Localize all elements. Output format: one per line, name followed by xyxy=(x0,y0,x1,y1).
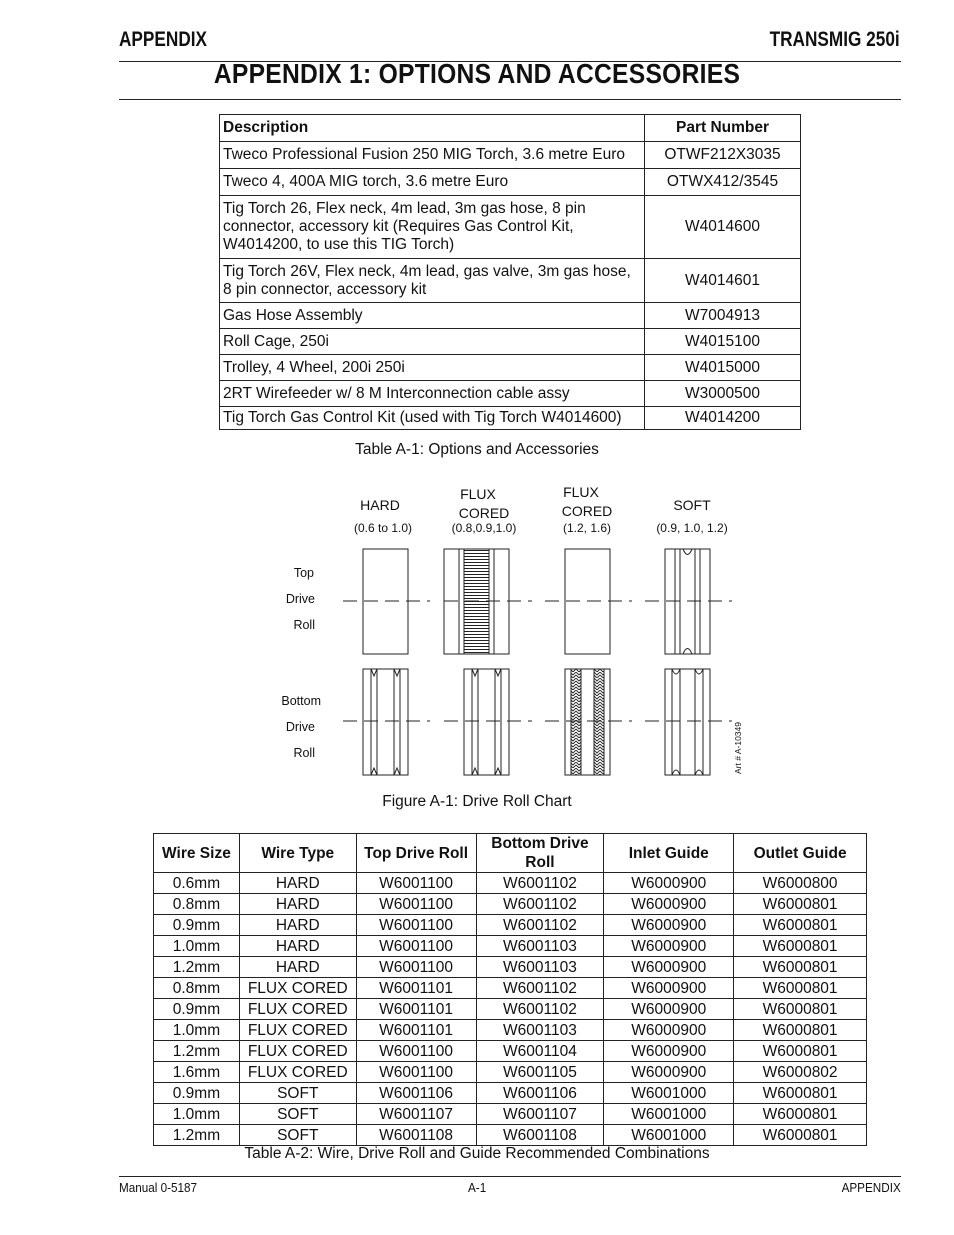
top-label-3: Roll xyxy=(293,618,315,632)
col-header: Outlet Guide xyxy=(734,834,867,873)
table1-caption: Table A-1: Options and Accessories xyxy=(355,441,599,458)
table-cell: W6001107 xyxy=(356,1104,476,1125)
row-description: Trolley, 4 Wheel, 200i 250i xyxy=(220,355,645,381)
row-part-number: OTWX412/3545 xyxy=(645,169,801,196)
table-cell: W6001102 xyxy=(476,978,604,999)
table-cell: W6000801 xyxy=(734,1020,867,1041)
figure-caption: Figure A-1: Drive Roll Chart xyxy=(382,793,572,810)
row-part-number: W4014600 xyxy=(645,196,801,259)
row-part-number: W4015000 xyxy=(645,355,801,381)
table-row xyxy=(154,1104,867,1125)
table-row xyxy=(220,329,801,355)
col-flux2-label2: CORED xyxy=(561,503,613,519)
row-part-number: W3000500 xyxy=(645,381,801,407)
bottom-roll-flux xyxy=(464,669,509,775)
table-cell: FLUX CORED xyxy=(239,978,356,999)
bottom-label-2: Drive xyxy=(285,720,315,734)
table-cell: FLUX CORED xyxy=(239,1020,356,1041)
table-cell: W6000801 xyxy=(734,957,867,978)
table-row xyxy=(220,381,801,407)
table-cell: W6001106 xyxy=(476,1083,604,1104)
table-cell: W6001100 xyxy=(356,1062,476,1083)
table-cell: W6000900 xyxy=(604,1062,734,1083)
col-header: Wire Type xyxy=(239,834,356,873)
bottom-roll-hard xyxy=(363,669,408,775)
top-label-2: Drive xyxy=(285,592,315,606)
table-cell: W6001100 xyxy=(356,1041,476,1062)
top-label-1: Top xyxy=(293,566,314,580)
table-cell: 0.8mm xyxy=(154,978,240,999)
header-description: Description xyxy=(220,115,645,142)
table-cell: W6001102 xyxy=(476,915,604,936)
row-part-number: W4014200 xyxy=(645,407,801,430)
row-description: Gas Hose Assembly xyxy=(220,303,645,329)
table-cell: W6000801 xyxy=(734,1041,867,1062)
table-row xyxy=(220,259,801,303)
table2-caption: Table A-2: Wire, Drive Roll and Guide Recommended Combinations xyxy=(244,1145,710,1162)
table-cell: 0.9mm xyxy=(154,915,240,936)
bottom-label-1: Bottom xyxy=(281,694,321,708)
wire-combination-table xyxy=(153,833,867,1146)
table-row xyxy=(154,999,867,1020)
table-cell: W6001100 xyxy=(356,873,476,894)
table-cell: W6000900 xyxy=(604,999,734,1020)
header-part-number: Part Number xyxy=(645,115,801,142)
table-cell: FLUX CORED xyxy=(239,1062,356,1083)
col-flux2-label: FLUX xyxy=(563,484,599,500)
table-cell: W6001102 xyxy=(476,999,604,1020)
table-cell: W6000900 xyxy=(604,978,734,999)
table-cell: 0.8mm xyxy=(154,894,240,915)
table-cell: W6001103 xyxy=(476,1020,604,1041)
row-description: Roll Cage, 250i xyxy=(220,329,645,355)
table-cell: W6001103 xyxy=(476,936,604,957)
table-cell: W6001000 xyxy=(604,1104,734,1125)
col-flux1-label2: CORED xyxy=(458,505,510,521)
footer-rule xyxy=(119,1176,901,1177)
table-cell: SOFT xyxy=(239,1104,356,1125)
table-cell: 1.2mm xyxy=(154,1041,240,1062)
table-cell: W6000801 xyxy=(734,1083,867,1104)
col-soft-range: (0.9, 1.0, 1.2) xyxy=(656,521,728,535)
table-cell: W6000900 xyxy=(604,957,734,978)
table-cell: W6000801 xyxy=(734,915,867,936)
table-cell: W6000900 xyxy=(604,915,734,936)
table-row xyxy=(154,1062,867,1083)
table-cell: SOFT xyxy=(239,1083,356,1104)
table-cell: W6001105 xyxy=(476,1062,604,1083)
table-cell: HARD xyxy=(239,936,356,957)
table-header-row xyxy=(220,115,801,142)
table-cell: 0.9mm xyxy=(154,1083,240,1104)
table-cell: W6000800 xyxy=(734,873,867,894)
col-header: Inlet Guide xyxy=(604,834,734,873)
table-cell: W6001101 xyxy=(356,978,476,999)
table-cell: W6001103 xyxy=(476,957,604,978)
table-row xyxy=(154,978,867,999)
table-cell: W6001000 xyxy=(604,1125,734,1146)
table-cell: W6000900 xyxy=(604,1041,734,1062)
row-description: Tig Torch Gas Control Kit (used with Tig Torch W4014600) xyxy=(220,407,645,430)
options-table xyxy=(219,114,801,430)
row-description: 2RT Wirefeeder w/ 8 M Interconnection cable assy xyxy=(220,381,645,407)
col-header: Top Drive Roll xyxy=(356,834,476,873)
row-description: Tig Torch 26V, Flex neck, 4m lead, gas valve, 3m gas hose, 8 pin connector, accessory kit xyxy=(220,259,645,303)
drive-roll-chart xyxy=(270,480,750,790)
table-cell: W6000801 xyxy=(734,978,867,999)
table-cell: W6000900 xyxy=(604,936,734,957)
table-row xyxy=(220,196,801,259)
bottom-label-3: Roll xyxy=(293,746,315,760)
table-cell: W6000801 xyxy=(734,894,867,915)
row-part-number: W7004913 xyxy=(645,303,801,329)
table-cell: W6001101 xyxy=(356,1020,476,1041)
table-cell: W6000900 xyxy=(604,1020,734,1041)
table-row xyxy=(154,1041,867,1062)
table-cell: 1.6mm xyxy=(154,1062,240,1083)
footer-center: A-1 xyxy=(468,1180,487,1195)
table-cell: HARD xyxy=(239,957,356,978)
row-part-number: W4015100 xyxy=(645,329,801,355)
row-part-number: W4014601 xyxy=(645,259,801,303)
table-cell: W6001106 xyxy=(356,1083,476,1104)
art-number: Art # A-10349 xyxy=(733,722,743,774)
table-cell: W6000900 xyxy=(604,894,734,915)
row-description: Tweco 4, 400A MIG torch, 3.6 metre Euro xyxy=(220,169,645,196)
table-cell: W6001102 xyxy=(476,894,604,915)
title-rule xyxy=(119,99,901,100)
table-row xyxy=(220,303,801,329)
col-hard-label: HARD xyxy=(360,497,400,513)
table-cell: 0.9mm xyxy=(154,999,240,1020)
footer-left: Manual 0-5187 xyxy=(119,1180,198,1195)
row-description: Tig Torch 26, Flex neck, 4m lead, 3m gas hose, 8 pin connector, accessory kit (Requires Gas Control Kit, W4014200, to use this TIG Torch) xyxy=(220,196,645,259)
table-row xyxy=(220,407,801,430)
table-cell: W6001100 xyxy=(356,936,476,957)
table-cell: W6001107 xyxy=(476,1104,604,1125)
table-row xyxy=(154,915,867,936)
table-cell: W6001101 xyxy=(356,999,476,1020)
table-row xyxy=(220,169,801,196)
table-cell: W6001108 xyxy=(356,1125,476,1146)
table-cell: 1.2mm xyxy=(154,1125,240,1146)
table-cell: W6001100 xyxy=(356,957,476,978)
table-row xyxy=(154,894,867,915)
table-cell: 1.0mm xyxy=(154,1020,240,1041)
table-cell: 1.2mm xyxy=(154,957,240,978)
table-row xyxy=(154,936,867,957)
table-cell: 1.0mm xyxy=(154,936,240,957)
table-cell: HARD xyxy=(239,915,356,936)
table-cell: W6001102 xyxy=(476,873,604,894)
table-row xyxy=(220,355,801,381)
table-cell: W6000801 xyxy=(734,1104,867,1125)
table-cell: 0.6mm xyxy=(154,873,240,894)
table-cell: W6001100 xyxy=(356,894,476,915)
col-header: Wire Size xyxy=(154,834,240,873)
col-flux1-label: FLUX xyxy=(460,486,496,502)
table-cell: W6000801 xyxy=(734,936,867,957)
header-left: APPENDIX xyxy=(119,28,208,51)
footer-right: APPENDIX xyxy=(841,1180,901,1195)
header-right: TRANSMIG 250i xyxy=(769,28,900,51)
table-row xyxy=(154,1020,867,1041)
col-flux2-range: (1.2, 1.6) xyxy=(562,521,612,535)
table-header-row xyxy=(154,834,867,873)
col-hard-range: (0.6 to 1.0) xyxy=(353,521,413,535)
table-cell: W6000900 xyxy=(604,873,734,894)
table-cell: 1.0mm xyxy=(154,1104,240,1125)
table-cell: SOFT xyxy=(239,1125,356,1146)
table-cell: W6000802 xyxy=(734,1062,867,1083)
row-part-number: OTWF212X3035 xyxy=(645,142,801,169)
col-soft-label: SOFT xyxy=(673,497,711,513)
table-cell: W6000801 xyxy=(734,1125,867,1146)
table-row xyxy=(154,1125,867,1146)
table-row xyxy=(154,957,867,978)
row-description: Tweco Professional Fusion 250 MIG Torch, 3.6 metre Euro xyxy=(220,142,645,169)
col-header: Bottom Drive Roll xyxy=(476,834,604,873)
col-flux1-range: (0.8,0.9,1.0) xyxy=(451,521,517,535)
table-cell: W6001100 xyxy=(356,915,476,936)
page-title: APPENDIX 1: OPTIONS AND ACCESSORIES xyxy=(213,58,741,89)
table-cell: W6000801 xyxy=(734,999,867,1020)
table-row xyxy=(220,142,801,169)
table-cell: W6001000 xyxy=(604,1083,734,1104)
table-cell: W6001108 xyxy=(476,1125,604,1146)
table-cell: HARD xyxy=(239,873,356,894)
table-cell: W6001104 xyxy=(476,1041,604,1062)
table-row xyxy=(154,1083,867,1104)
table-cell: FLUX CORED xyxy=(239,999,356,1020)
table-cell: FLUX CORED xyxy=(239,1041,356,1062)
table-row xyxy=(154,873,867,894)
table-cell: HARD xyxy=(239,894,356,915)
